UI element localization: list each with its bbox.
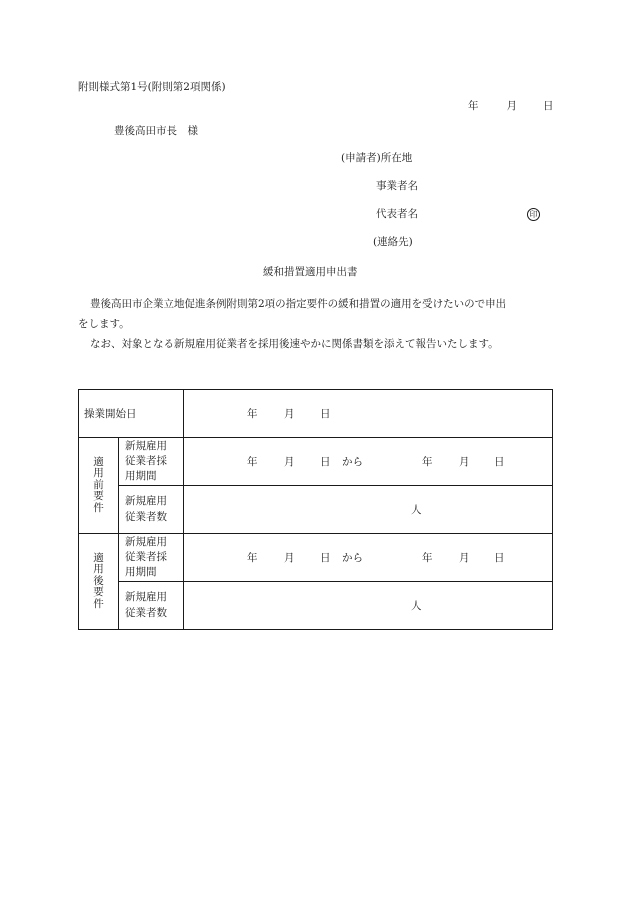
after-requirements-label: 適 用 後 要 件: [79, 534, 119, 630]
table-row: [79, 390, 553, 438]
after-hiring-period-label: 新規雇用 従業者採 用期間: [119, 534, 184, 582]
body-line-1: 豊後高田市企業立地促進条例附則第2項の指定要件の緩和措置の適用を受けたいので申出: [90, 298, 507, 310]
start-date-value: [184, 390, 553, 438]
before-hiring-period-value: 年 月 日 から 年 月 日: [184, 438, 553, 486]
start-month: 月: [284, 407, 295, 420]
before-requirements-label: 適 用 前 要 件: [79, 438, 119, 534]
body-line-2: をします。: [78, 318, 130, 330]
start-day: 日: [320, 407, 331, 420]
start-date-label: 操業開始日: [79, 390, 184, 438]
table-row: [79, 486, 553, 534]
after-employee-count-value: 人: [184, 582, 553, 630]
submission-date: [468, 101, 554, 112]
body-line-3: なお、対象となる新規雇用従業者を採用後速やかに関係書類を添えて報告いたします。: [90, 338, 499, 350]
contact-label: (連絡先): [373, 236, 413, 248]
before-hiring-period-label: 新規雇用 従業者採 用期間: [119, 438, 184, 486]
start-year: 年: [247, 407, 258, 420]
after-hiring-period-value: 年 月 日 から 年 月 日: [184, 534, 553, 582]
table-row: [79, 438, 553, 486]
date-month: 月: [506, 100, 517, 112]
seal-mark: [527, 208, 540, 221]
before-employee-count-value: 人: [184, 486, 553, 534]
date-day: 日: [543, 100, 554, 112]
table-row: [79, 534, 553, 582]
representative-label: 代表者名: [376, 208, 418, 220]
addressee: 豊後高田市長 様: [114, 125, 198, 137]
after-employee-count-label: 新規雇用 従業者数: [119, 582, 184, 630]
seal-icon: 印: [527, 208, 540, 221]
form-number: 附則様式第1号(附則第2項関係): [78, 81, 226, 93]
document-title: 緩和措置適用申出書: [263, 266, 358, 278]
business-name-label: 事業者名: [376, 180, 418, 192]
address-label: (申請者)所在地: [341, 152, 413, 164]
date-year: 年: [468, 100, 479, 112]
before-employee-count-label: 新規雇用 従業者数: [119, 486, 184, 534]
application-table: [78, 389, 553, 630]
table-row: [79, 582, 553, 630]
